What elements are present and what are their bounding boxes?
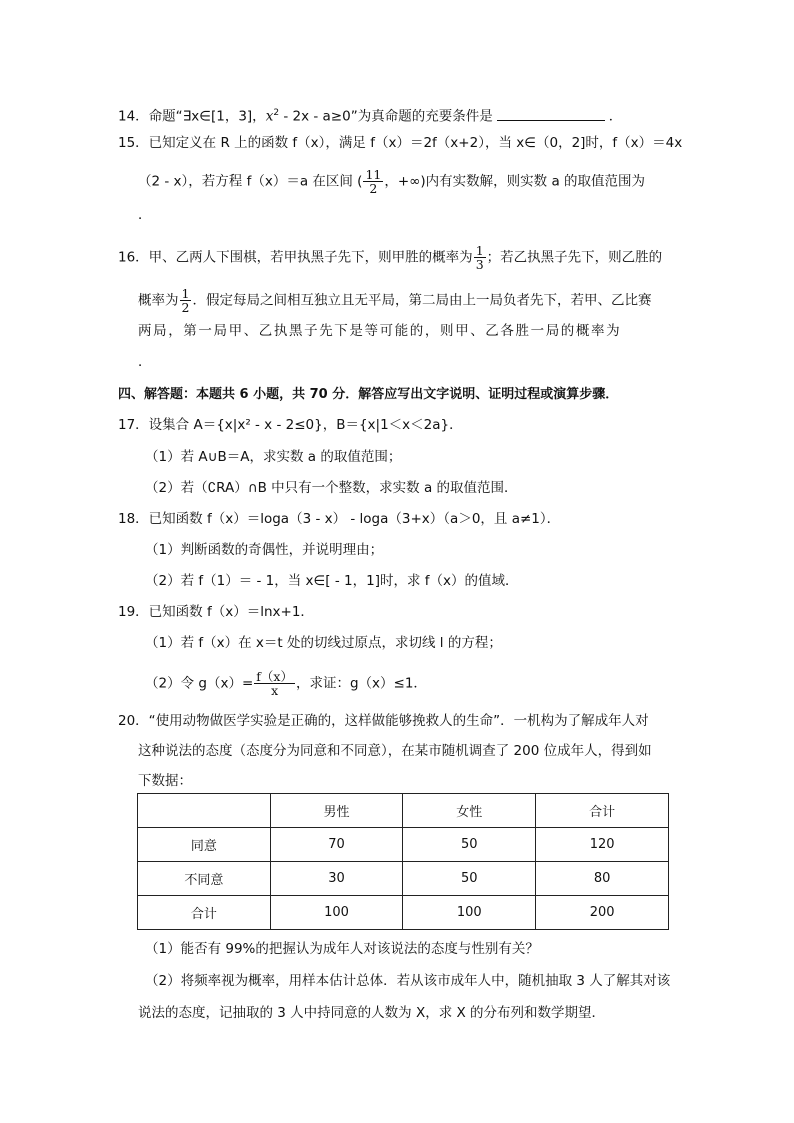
table-cell: 50 (403, 828, 536, 862)
q17-part-1: （1）若 A∪B＝A，求实数 a 的取值范围； (145, 449, 402, 465)
table-cell: 80 (536, 862, 669, 896)
q16-f2-den: 2 (181, 300, 190, 315)
table-cell: 100 (270, 896, 403, 930)
q15-line-2 (138, 168, 645, 195)
q20-part-2b: 说法的态度，记抽取的 3 人中持同意的人数为 X，求 X 的分布列和数学期望． (138, 1005, 606, 1021)
q15-text-a: （2 - x），若方程 f（x）＝a 在区间 ( (138, 173, 363, 190)
table-header-row (138, 794, 669, 828)
table-cell: 不同意 (138, 862, 271, 896)
table-cell: 女性 (403, 794, 536, 828)
q15-frac-num: 11 (365, 167, 382, 182)
q19-part-2 (145, 670, 427, 697)
q15-text-b: ，+∞)内有实数解，则实数 a 的取值范围为 (384, 173, 646, 190)
survey-table (137, 793, 669, 930)
section-4-heading: 四、解答题：本题共 6 小题，共 70 分．解答应写出文字说明、证明过程或演算步骤． (118, 387, 619, 402)
q16-text-c: 概率为 (138, 292, 179, 309)
table-cell: 120 (536, 828, 669, 862)
table-cell: 50 (403, 862, 536, 896)
table-cell: 200 (536, 896, 669, 930)
q20-line-3: 下数据： (138, 773, 192, 789)
table-cell: 30 (270, 862, 403, 896)
table-cell (138, 794, 271, 828)
q16-text-b: ；若乙执黑子先下，则乙胜的 (486, 249, 663, 266)
table-cell: 合计 (138, 896, 271, 930)
q17-part-2: （2）若（∁RA）∩B 中只有一个整数，求实数 a 的取值范围． (145, 480, 518, 496)
table-cell: 男性 (270, 794, 403, 828)
table-row (138, 862, 669, 896)
q18-line-1: 18．已知函数 f（x）＝loga（3 - x） - loga（3+x）（a＞0，且 a≠1）． (118, 511, 561, 527)
q16-line-2 (138, 287, 651, 314)
q20-part-1: （1）能否有 99%的把握认为成年人对该说法的态度与性别有关？ (145, 941, 539, 957)
q16-text-a: 16．甲、乙两人下围棋，若甲执黑子先下，则甲胜的概率为 (118, 249, 473, 266)
q14-end: ． (608, 108, 623, 125)
q16-line-3: 两局，第一局甲、乙执黑子先下是等可能的，则甲、乙各胜一局的概率为 (138, 323, 622, 339)
q14-text-b: - 2x - a≥0”为真命题的充要条件是 (279, 108, 493, 125)
q14-var: x (265, 108, 274, 125)
q16-f1-den: 3 (475, 257, 484, 272)
q16-f2-num: 1 (181, 286, 190, 301)
q19-frac-den: x (271, 683, 279, 698)
q19-text-a: （2）令 g（x）= (145, 675, 254, 692)
q16-text-d: ．假定每局之间相互独立且无平局，第二局由上一局负者先下，若甲、乙比赛 (192, 292, 652, 309)
q17-line-1: 17．设集合 A＝{x|x² - x - 2≤0}，B＝{x|1＜x＜2a}． (118, 417, 463, 433)
q16-fraction-2 (180, 287, 192, 314)
q18-part-1: （1）判断函数的奇偶性，并说明理由； (145, 542, 384, 558)
q19-fraction (254, 670, 295, 697)
q19-part-1: （1）若 f（x）在 x＝t 处的切线过原点，求切线 l 的方程； (145, 635, 502, 651)
q14-text-a: 命题“∃x∈[1，3]， (148, 108, 266, 125)
q19-frac-num: f（x） (256, 669, 293, 684)
q20-line-2: 这种说法的态度（态度分为同意和不同意），在某市随机调查了 200 位成年人，得到如 (138, 743, 652, 759)
table-cell: 100 (403, 896, 536, 930)
q19-line-1: 19．已知函数 f（x）＝lnx+1． (118, 604, 314, 620)
q16-line-1 (118, 244, 662, 271)
q16-line-4: ． (138, 354, 152, 370)
table-row (138, 896, 669, 930)
q15-line-3: ． (138, 207, 152, 223)
q15-line-1: 15．已知定义在 R 上的函数 f（x），满足 f（x）＝2f（x+2），当 x∈（0，2]时，f（x）＝4x (118, 135, 683, 151)
table-cell: 同意 (138, 828, 271, 862)
table-cell: 70 (270, 828, 403, 862)
q20-part-2a: （2）将频率视为概率，用样本估计总体．若从该市成年人中，随机抽取 3 人了解其对该 (145, 973, 671, 989)
q14-number: 14． (118, 108, 149, 125)
q16-f1-num: 1 (475, 243, 484, 258)
q15-frac-den: 2 (369, 181, 378, 196)
q16-fraction-1 (474, 244, 486, 271)
q19-text-b: ，求证：g（x）≤1． (295, 675, 427, 692)
q20-line-1: 20．“使用动物做医学实验是正确的，这样做能够挽救人的生命”．一机构为了解成年人对 (118, 713, 649, 729)
q15-fraction (363, 168, 383, 195)
q14-answer-blank[interactable] (497, 106, 605, 121)
q18-part-2: （2）若 f（1）＝ - 1，当 x∈[ - 1，1]时，求 f（x）的值域． (145, 573, 519, 589)
q14-line: 14．命题“∃x∈[1，3]，$x^2 - 2x - a\ge 0$”为真命题的充要条件是 ． (118, 103, 622, 127)
table-row (138, 828, 669, 862)
table-cell: 合计 (536, 794, 669, 828)
